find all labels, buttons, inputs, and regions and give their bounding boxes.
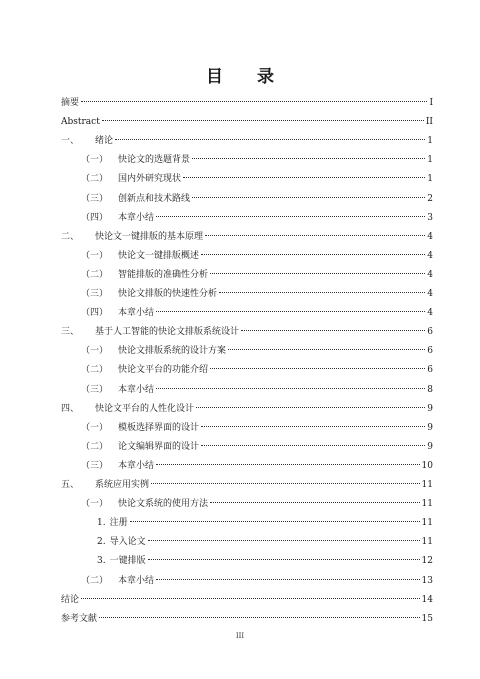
toc-entry-page: 13 — [421, 575, 433, 586]
dot-leader — [201, 426, 425, 427]
toc-entry-page: 6 — [427, 327, 433, 338]
dot-leader — [102, 120, 424, 121]
toc-entry[interactable] — [81, 307, 433, 319]
toc-entry-page: 11 — [421, 499, 433, 510]
toc-entry[interactable] — [81, 498, 433, 510]
toc-entry-number: 二、 — [61, 231, 80, 242]
dot-leader — [183, 177, 425, 178]
toc-entry[interactable] — [81, 345, 433, 357]
toc-entry-page: 9 — [427, 441, 433, 452]
toc-entry-page: 2 — [427, 193, 433, 204]
dot-leader — [156, 311, 425, 312]
toc-entry-title: 导入论文 — [109, 537, 146, 548]
toc-entry-page: 10 — [421, 460, 433, 471]
dot-leader — [156, 216, 425, 217]
dot-leader — [115, 139, 425, 140]
toc-entry[interactable] — [81, 212, 433, 224]
toc-entry-number: 3. — [97, 556, 106, 567]
dot-leader — [196, 407, 425, 408]
toc-entry-page: 6 — [427, 365, 433, 376]
toc-entry-page: II — [425, 117, 433, 128]
toc-entry-number: （一） — [81, 155, 109, 166]
toc-entry-title: 快论文排版系统的设计方案 — [118, 346, 227, 357]
toc-entry-title: 一键排版 — [109, 556, 146, 567]
toc-entry[interactable] — [61, 613, 433, 625]
toc-entry-page: 4 — [427, 269, 433, 280]
toc-entry-title: 绪论 — [95, 136, 114, 147]
toc-entry-number: （四） — [81, 212, 109, 223]
toc-entry-title: 快论文的选题背景 — [118, 155, 191, 166]
toc-entry-page: 15 — [421, 613, 433, 624]
toc-entry-page: 4 — [427, 289, 433, 299]
toc-entry-number: （二） — [81, 365, 109, 376]
toc-entry-page: 4 — [427, 308, 433, 319]
toc-entry[interactable] — [81, 364, 433, 376]
toc-entry-page: 12 — [421, 556, 433, 567]
toc-entry-title: 快论文平台的功能介绍 — [118, 365, 209, 376]
toc-entry-number: （二） — [81, 269, 109, 280]
toc-entry-title: 本章小结 — [118, 384, 155, 395]
toc-entry[interactable] — [61, 594, 433, 606]
toc-entry-title: 本章小结 — [118, 460, 155, 471]
toc-entry-number: （一） — [81, 422, 109, 433]
dot-leader — [148, 540, 420, 541]
toc-entry[interactable] — [81, 384, 433, 396]
toc-entry[interactable] — [97, 536, 433, 548]
toc-entry-title: 注册 — [109, 518, 128, 529]
toc-entry[interactable] — [81, 154, 433, 166]
toc-entry-number: 三、 — [61, 327, 80, 338]
toc-entry-page: 11 — [421, 480, 433, 490]
toc-entry-title: 结论 — [61, 594, 80, 605]
toc-entry[interactable] — [61, 135, 433, 147]
toc-entry[interactable] — [61, 97, 433, 109]
dot-leader — [130, 521, 420, 522]
toc-entry[interactable] — [81, 173, 433, 185]
dot-leader — [81, 101, 427, 102]
toc-entry-title: 快论文排版的快速性分析 — [118, 289, 218, 299]
toc-entry-title: 模板选择界面的设计 — [118, 422, 200, 433]
toc-entry-title: 智能排版的准确性分析 — [118, 269, 209, 280]
page-number: III — [235, 632, 245, 640]
toc-entry[interactable] — [81, 575, 433, 587]
toc-entry[interactable] — [61, 326, 433, 338]
toc-entry-title: 快论文平台的人性化设计 — [95, 403, 195, 414]
toc-entry-page: I — [429, 98, 433, 108]
toc-entry-title: 参考文献 — [61, 613, 98, 624]
dot-leader — [156, 388, 425, 389]
toc-entry-title: 本章小结 — [118, 308, 155, 319]
dot-leader — [99, 617, 420, 618]
toc-entry-number: （三） — [81, 460, 109, 471]
dot-leader — [148, 559, 420, 560]
toc-entry[interactable] — [61, 479, 433, 491]
toc-entry[interactable] — [61, 403, 433, 415]
toc-entry-number: （二） — [81, 575, 109, 586]
toc-entry-number: （四） — [81, 308, 109, 319]
toc-entry-page: 1 — [427, 155, 433, 166]
toc-entry-page: 9 — [427, 422, 433, 433]
toc-entry-number: 2. — [97, 537, 106, 548]
toc-entry[interactable] — [97, 517, 433, 529]
dot-leader — [156, 579, 420, 580]
dot-leader — [210, 273, 425, 274]
toc-entry-page: 4 — [427, 231, 433, 242]
toc-entry-title: 摘要 — [61, 98, 80, 108]
toc-entry-page: 8 — [427, 384, 433, 395]
toc-entry-number: （二） — [81, 174, 109, 185]
toc-entry-title: 快论文一键排版的基本原理 — [95, 231, 204, 242]
toc-entry-title: 国内外研究现状 — [118, 174, 182, 185]
toc-entry-title: 论文编辑界面的设计 — [118, 441, 200, 452]
toc-entry[interactable] — [81, 460, 433, 472]
dot-leader — [210, 368, 425, 369]
toc-entry-number: （一） — [81, 250, 109, 261]
dot-leader — [192, 158, 425, 159]
toc-entry-title: Abstract — [61, 117, 100, 128]
toc-entry-page: 3 — [427, 212, 433, 223]
toc-entry-title: 快论文一键排版概述 — [118, 250, 200, 261]
toc-entry-number: （三） — [81, 289, 109, 299]
toc-entry[interactable] — [81, 441, 433, 453]
toc-entry-number: （一） — [81, 499, 109, 510]
toc-entry[interactable] — [81, 288, 433, 300]
dot-leader — [219, 292, 425, 293]
dot-leader — [156, 464, 420, 465]
toc-entry-number: （三） — [81, 193, 109, 204]
toc-entry-page: 9 — [427, 403, 433, 414]
dot-leader — [228, 349, 425, 350]
toc-entry-number: 1. — [97, 518, 106, 529]
toc-entry-title: 创新点和技术路线 — [118, 193, 191, 204]
dot-leader — [210, 502, 420, 503]
toc-entry-page: 11 — [421, 537, 433, 548]
toc-entry-page: 11 — [421, 518, 433, 529]
toc-entry-title: 快论文系统的使用方法 — [118, 499, 209, 510]
page-title: 目 录 — [206, 67, 288, 87]
dot-leader — [81, 598, 420, 599]
toc-entry[interactable] — [81, 193, 433, 205]
dot-leader — [205, 235, 425, 236]
toc-entry[interactable] — [81, 250, 433, 262]
toc-entry-number: 四、 — [61, 403, 80, 414]
toc-entry-page: 4 — [427, 250, 433, 261]
toc-entry-number: （二） — [81, 441, 109, 452]
toc-entry[interactable] — [61, 116, 433, 128]
toc-entry-title: 本章小结 — [118, 575, 155, 586]
toc-entry[interactable] — [97, 555, 433, 567]
toc-entry-page: 1 — [427, 136, 433, 147]
toc-entry-number: （一） — [81, 346, 109, 357]
toc-entry[interactable] — [61, 231, 433, 243]
toc-entry-number: 一、 — [61, 136, 80, 147]
toc-entry-title: 基于人工智能的快论文排版系统设计 — [95, 327, 240, 338]
dot-leader — [241, 330, 425, 331]
dot-leader — [201, 254, 425, 255]
toc-entry-page: 1 — [427, 174, 433, 185]
dot-leader — [201, 445, 425, 446]
toc-entry-title: 本章小结 — [118, 212, 155, 223]
toc-entry-title: 系统应用实例 — [95, 480, 150, 490]
toc-entry-page: 6 — [427, 346, 433, 357]
toc-entry-page: 14 — [421, 594, 433, 605]
dot-leader — [192, 197, 425, 198]
toc-entry[interactable] — [81, 422, 433, 434]
toc-entry-number: （三） — [81, 384, 109, 395]
toc-entry-number: 五、 — [61, 480, 80, 490]
dot-leader — [151, 483, 420, 484]
toc-entry[interactable] — [81, 269, 433, 281]
